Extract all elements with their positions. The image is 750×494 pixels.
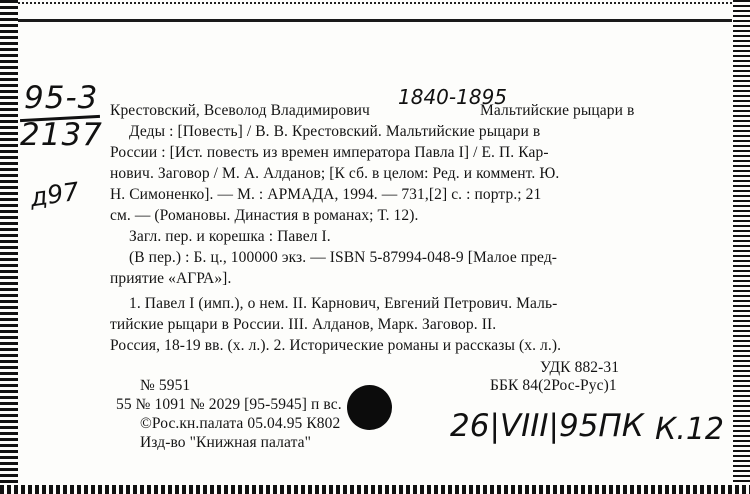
entry-line-9: приятие «АГРА»]. [110, 270, 232, 287]
shelf-code: К.12 [655, 412, 725, 447]
card-bottom-edge [0, 485, 750, 494]
shelf-note: 26|VIII|95ПК [450, 408, 644, 444]
entry-line-2: Деды : [Повесть] / В. В. Крестовский. Мальтийские рыцари в [129, 123, 541, 140]
footer-line-3: ©Рос.кн.палата 05.04.95 К802 [140, 415, 341, 432]
card-top-edge [18, 2, 732, 22]
footer-line-1: № 5951 [140, 377, 191, 394]
side-mark: д97 [28, 176, 81, 213]
entry-line-5: Н. Симоненко]. — М. : АРМАДА, 1994. — 731,[2] с. : портр.; 21 [110, 186, 542, 203]
footer-line-4: Изд-во "Книжная палата" [140, 434, 312, 451]
subject-line-2: тийские рыцари в России. III. Алданов, Марк. Заговор. II. [110, 316, 497, 333]
entry-line-8: (В пер.) : Б. ц., 100000 экз. — ISBN 5-87994-048-9 [Малое пред- [129, 249, 558, 266]
author-heading: Крестовский, Всеволод Владимирович [110, 102, 370, 119]
udk-code: УДК 882-31 [540, 359, 620, 376]
entry-line-3: России : [Ист. повесть из времен императора Павла I] / Е. П. Кар- [110, 144, 549, 161]
card-right-edge [733, 0, 750, 494]
call-number-bottom: 2137 [20, 117, 103, 153]
entry-line-4: нович. Заговор / М. А. Алданов; [К сб. в целом: Ред. и коммент. Ю. [110, 165, 560, 182]
subject-line-3: Россия, 18-19 вв. (х. л.). 2. Исторические романы и рассказы (х. л.). [110, 337, 562, 354]
entry-line-7: Загл. пер. и корешка : Павел I. [129, 228, 331, 245]
entry-line-1-tail: Мальтийские рыцари в [480, 102, 635, 119]
punch-hole [347, 385, 392, 430]
call-number-top: 95-3 [24, 80, 99, 116]
footer-line-2: 55 № 1091 № 2029 [95-5945] п вс. [116, 396, 342, 413]
entry-line-6: см. — (Романовы. Династия в романах; Т. 12). [110, 207, 419, 224]
subject-line-1: 1. Павел I (имп.), о нем. II. Карнович, Евгений Петрович. Маль- [129, 295, 558, 312]
author-dates: 1840-1895 [398, 85, 508, 109]
card-left-edge [0, 0, 18, 494]
entry-line-1 [110, 103, 370, 119]
bbk-code: ББК 84(2Рос-Рус)1 [490, 377, 617, 394]
